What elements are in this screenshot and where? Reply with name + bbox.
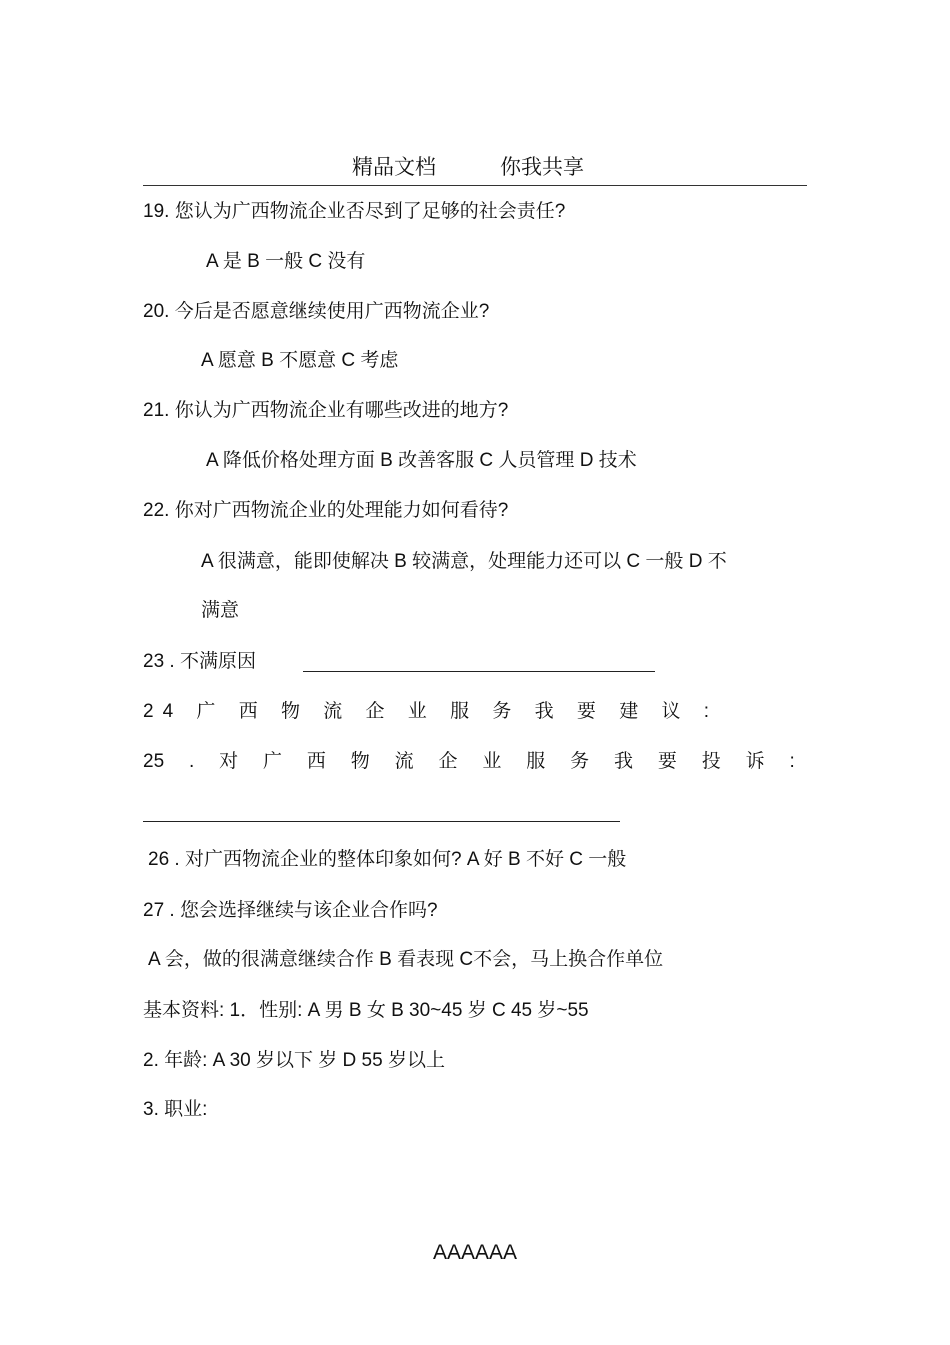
q25-part: 对 (219, 751, 239, 772)
options-19: A 是 B 一般 C 没有 (206, 251, 366, 272)
question-26: 26 . 对广西物流企业的整体印象如何? A 好 B 不好 C 一般 (148, 849, 627, 870)
q25-part: 我 (614, 751, 634, 772)
q25-part: 业 (482, 751, 502, 772)
q25-part: 西 (306, 751, 326, 772)
question-27: 27 . 您会选择继续与该企业合作吗? (143, 900, 438, 921)
q25-part: 流 (394, 751, 414, 772)
q25-part: 投 (701, 751, 721, 772)
basic-info-2: 2. 年龄: A 30 岁以下 岁 D 55 岁以上 (143, 1050, 445, 1071)
q25-part: 25 (143, 751, 165, 772)
q25-part: 服 (526, 751, 546, 772)
q25-part: 企 (438, 751, 458, 772)
options-22: A 很满意，能即使解决 B 较满意，处理能力还可以 C 一般 D 不 (201, 551, 727, 572)
options-27: A 会，做的很满意继续合作 B 看表现 C不会，马上换合作单位 (148, 949, 664, 970)
question-25 (143, 748, 795, 776)
header-right: 你我共享 (500, 155, 584, 179)
blank-23 (303, 671, 655, 672)
q25-part: . (189, 751, 195, 772)
blank-25 (143, 821, 620, 822)
question-19: 19. 您认为广西物流企业否尽到了足够的社会责任? (143, 201, 566, 222)
question-23: 23 . 不满原因 (143, 651, 256, 672)
header-rule (143, 185, 807, 186)
options-21: A 降低价格处理方面 B 改善客服 C 人员管理 D 技术 (206, 450, 637, 471)
q25-part: 物 (350, 751, 370, 772)
footer: AAAAAA (432, 1241, 518, 1264)
q25-part: 要 (657, 751, 677, 772)
basic-info-3: 3. 职业: (143, 1099, 208, 1120)
q25-part: 广 (263, 751, 283, 772)
options-20: A 愿意 B 不愿意 C 考虑 (201, 350, 399, 371)
options-22-cont: 满意 (201, 600, 240, 621)
question-22: 22. 你对广西物流企业的处理能力如何看待? (143, 500, 509, 521)
question-21: 21. 你认为广西物流企业有哪些改进的地方? (143, 400, 509, 421)
basic-info-1: 基本资料: 1．性别: A 男 B 女 B 30~45 岁 C 45 岁~55 (143, 1000, 589, 1021)
q25-part: 务 (570, 751, 590, 772)
header-left: 精品文档 (352, 155, 436, 179)
q25-part: : (789, 751, 795, 772)
q25-part: 诉 (745, 751, 765, 772)
question-20: 20. 今后是否愿意继续使用广西物流企业? (143, 301, 490, 322)
question-24: 24 广 西 物 流 企 业 服 务 我 要 建 议 : (143, 701, 719, 722)
